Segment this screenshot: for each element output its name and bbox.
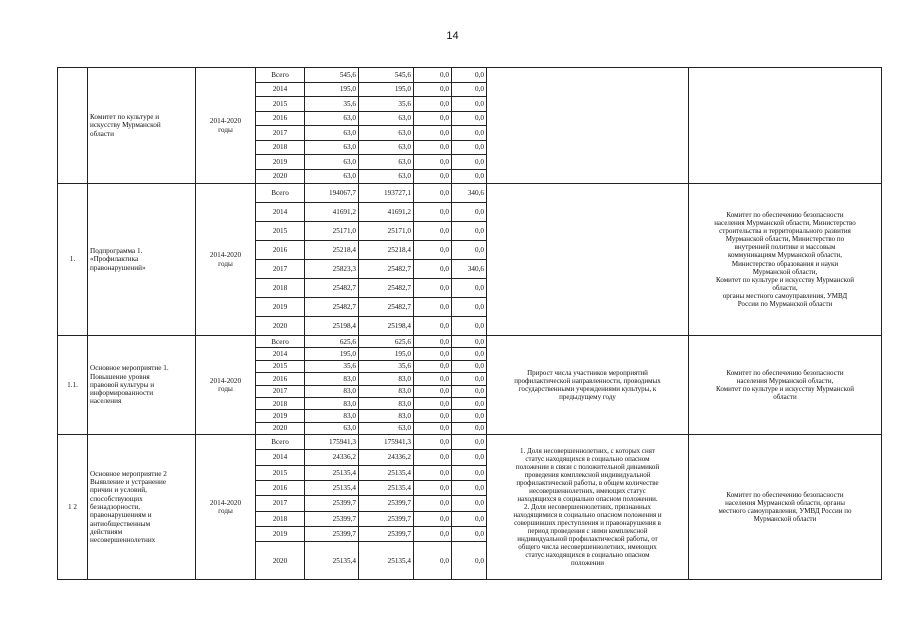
measure-name: Подпрограмма 1. «Профилактика правонарушений» [88,184,196,336]
local-cell: 0,0 [452,279,487,298]
total-cell: 35,6 [305,360,359,372]
total-cell: 63,0 [305,140,359,155]
indicator: Прирост числа участников мероприятий профилактической направленности, проводимых государственными учреждениями культуры, к предыдущему году [487,336,689,435]
federal-cell: 0,0 [414,435,452,450]
period: 2014-2020 годы [196,68,256,184]
local-cell: 0,0 [452,140,487,155]
regional-cell: 25135,4 [359,481,414,496]
federal-cell: 0,0 [414,397,452,409]
local-cell: 0,0 [452,336,487,348]
year-cell: 2015 [256,360,305,372]
federal-cell: 0,0 [414,260,452,279]
federal-cell: 0,0 [414,97,452,112]
local-cell: 0,0 [452,155,487,170]
federal-cell: 0,0 [414,542,452,580]
measure-name: Комитет по культуре и искусству Мурманской области [88,68,196,184]
indicator: 1. Доля несовершеннолетних, с которых снят статус находящихся в социально опасном положении в связи с положительной динамикой проведения комплексной индивидуальной профилактической работы, в общем количестве несовершеннолетних, имеющих статус находящихся в социально опасном положении. 2. Доля несовершеннолетних, признанных находящимися в социально опасном положения и совершивших преступления и правонарушения в период проведения с ними комплексной индивидуальной профилактической работы, от общего числа несовершеннолетних, имеющих статус находящихся в социально опасном положении [487,435,689,580]
table-row [58,336,882,348]
total-cell: 25135,4 [305,481,359,496]
year-cell: 2016 [256,373,305,385]
measure-name: Основное мероприятие 2 Выявление и устранение причин и условий, способствующих безнадзорности, правонарушениям и антиобщественным действиям несовершеннолетних [88,435,196,580]
total-cell: 83,0 [305,410,359,422]
regional-cell: 25198,4 [359,317,414,336]
measure-name: Основное мероприятие 1. Повышение уровня правовой культуры и информированности населения [88,336,196,435]
regional-cell: 83,0 [359,410,414,422]
federal-cell: 0,0 [414,140,452,155]
regional-cell: 63,0 [359,111,414,126]
total-cell: 63,0 [305,126,359,141]
regional-cell: 25171,0 [359,222,414,241]
local-cell: 0,0 [452,68,487,83]
local-cell: 0,0 [452,111,487,126]
regional-cell: 545,6 [359,68,414,83]
regional-cell: 35,6 [359,360,414,372]
total-cell: 25135,4 [305,542,359,580]
total-cell: 35,6 [305,97,359,112]
responsible: Комитет по обеспечению безопасности населения Мурманской области, Министерство строительства и территориального развития Мурманской области, Министерство по внутренней политике и массовым коммуникациям Мурманской области, Министерство образования и науки Мурманской области, Комитет по культуре и искусству Мурманской области, органы местного самоуправления, УМВД России по Мурманской области [689,184,882,336]
regional-cell: 195,0 [359,348,414,360]
responsible: Комитет по обеспечению безопасности населения Мурманской области, органы местного самоуправления, УМВД России по Мурманской области [689,435,882,580]
federal-cell: 0,0 [414,496,452,511]
year-cell: 2020 [256,422,305,434]
regional-cell: 25482,7 [359,260,414,279]
total-cell: 25198,4 [305,317,359,336]
indicator [487,184,689,336]
federal-cell: 0,0 [414,410,452,422]
regional-cell: 25218,4 [359,241,414,260]
total-cell: 63,0 [305,169,359,184]
total-cell: 25482,7 [305,298,359,317]
local-cell: 0,0 [452,526,487,541]
year-cell: 2019 [256,155,305,170]
total-cell: 545,6 [305,68,359,83]
regional-cell: 25482,7 [359,298,414,317]
year-cell: 2016 [256,241,305,260]
local-cell: 0,0 [452,435,487,450]
total-cell: 41691,2 [305,203,359,222]
regional-cell: 25482,7 [359,279,414,298]
local-cell: 0,0 [452,82,487,97]
regional-cell: 195,0 [359,82,414,97]
year-cell: 2014 [256,348,305,360]
total-cell: 25823,3 [305,260,359,279]
year-cell: 2019 [256,526,305,541]
row-index: 1 2 [58,435,88,580]
local-cell: 0,0 [452,385,487,397]
year-cell: Всего [256,336,305,348]
regional-cell: 25135,4 [359,465,414,480]
year-cell: 2018 [256,397,305,409]
federal-cell: 0,0 [414,169,452,184]
regional-cell: 625,6 [359,336,414,348]
federal-cell: 0,0 [414,126,452,141]
federal-cell: 0,0 [414,422,452,434]
total-cell: 63,0 [305,111,359,126]
year-cell: 2017 [256,385,305,397]
local-cell: 0,0 [452,222,487,241]
federal-cell: 0,0 [414,241,452,260]
regional-cell: 25135,4 [359,542,414,580]
federal-cell: 0,0 [414,203,452,222]
federal-cell: 0,0 [414,526,452,541]
year-cell: 2020 [256,169,305,184]
row-index: 1. [58,184,88,336]
regional-cell: 63,0 [359,169,414,184]
local-cell: 0,0 [452,542,487,580]
year-cell: 2019 [256,410,305,422]
federal-cell: 0,0 [414,336,452,348]
local-cell: 0,0 [452,169,487,184]
federal-cell: 0,0 [414,373,452,385]
local-cell: 0,0 [452,317,487,336]
local-cell: 0,0 [452,241,487,260]
total-cell: 63,0 [305,422,359,434]
period: 2014-2020 годы [196,435,256,580]
regional-cell: 83,0 [359,385,414,397]
local-cell: 340,6 [452,184,487,203]
total-cell: 625,6 [305,336,359,348]
total-cell: 25399,7 [305,526,359,541]
local-cell: 0,0 [452,348,487,360]
federal-cell: 0,0 [414,279,452,298]
local-cell: 0,0 [452,397,487,409]
table-row [58,68,882,83]
local-cell: 0,0 [452,496,487,511]
local-cell: 0,0 [452,481,487,496]
year-cell: 2015 [256,465,305,480]
year-cell: 2015 [256,222,305,241]
total-cell: 25399,7 [305,496,359,511]
year-cell: 2014 [256,450,305,465]
year-cell: 2017 [256,496,305,511]
federal-cell: 0,0 [414,385,452,397]
local-cell: 0,0 [452,450,487,465]
total-cell: 175941,3 [305,435,359,450]
regional-cell: 25399,7 [359,511,414,526]
regional-cell: 24336,2 [359,450,414,465]
federal-cell: 0,0 [414,68,452,83]
year-cell: 2017 [256,126,305,141]
local-cell: 0,0 [452,298,487,317]
federal-cell: 0,0 [414,481,452,496]
local-cell: 340,6 [452,260,487,279]
year-cell: 2018 [256,140,305,155]
total-cell: 63,0 [305,155,359,170]
table-row [58,435,882,450]
federal-cell: 0,0 [414,348,452,360]
regional-cell: 63,0 [359,140,414,155]
federal-cell: 0,0 [414,111,452,126]
regional-cell: 41691,2 [359,203,414,222]
total-cell: 195,0 [305,82,359,97]
total-cell: 25399,7 [305,511,359,526]
local-cell: 0,0 [452,126,487,141]
period: 2014-2020 годы [196,336,256,435]
indicator [487,68,689,184]
year-cell: 2016 [256,111,305,126]
total-cell: 83,0 [305,397,359,409]
year-cell: 2014 [256,203,305,222]
total-cell: 25171,0 [305,222,359,241]
year-cell: 2014 [256,82,305,97]
total-cell: 25135,4 [305,465,359,480]
regional-cell: 25399,7 [359,496,414,511]
year-cell: Всего [256,68,305,83]
local-cell: 0,0 [452,511,487,526]
federal-cell: 0,0 [414,298,452,317]
responsible: Комитет по обеспечению безопасности населения Мурманской области, Комитет по культуре и искусству Мурманской области [689,336,882,435]
federal-cell: 0,0 [414,465,452,480]
local-cell: 0,0 [452,465,487,480]
year-cell: 2018 [256,511,305,526]
year-cell: 2018 [256,279,305,298]
federal-cell: 0,0 [414,317,452,336]
year-cell: Всего [256,184,305,203]
regional-cell: 83,0 [359,373,414,385]
total-cell: 24336,2 [305,450,359,465]
federal-cell: 0,0 [414,184,452,203]
federal-cell: 0,0 [414,222,452,241]
program-table [57,67,882,580]
year-cell: 2020 [256,317,305,336]
total-cell: 83,0 [305,385,359,397]
local-cell: 0,0 [452,97,487,112]
page-number: 14 [446,30,459,42]
regional-cell: 193727,1 [359,184,414,203]
total-cell: 25218,4 [305,241,359,260]
year-cell: 2020 [256,542,305,580]
federal-cell: 0,0 [414,82,452,97]
row-index: 1.1. [58,336,88,435]
regional-cell: 63,0 [359,126,414,141]
regional-cell: 25399,7 [359,526,414,541]
year-cell: 2016 [256,481,305,496]
year-cell: 2017 [256,260,305,279]
table-row [58,184,882,203]
local-cell: 0,0 [452,410,487,422]
year-cell: Всего [256,435,305,450]
federal-cell: 0,0 [414,360,452,372]
regional-cell: 63,0 [359,155,414,170]
local-cell: 0,0 [452,360,487,372]
regional-cell: 35,6 [359,97,414,112]
year-cell: 2015 [256,97,305,112]
local-cell: 0,0 [452,373,487,385]
regional-cell: 63,0 [359,422,414,434]
total-cell: 83,0 [305,373,359,385]
federal-cell: 0,0 [414,155,452,170]
regional-cell: 83,0 [359,397,414,409]
total-cell: 25482,7 [305,279,359,298]
total-cell: 194067,7 [305,184,359,203]
federal-cell: 0,0 [414,450,452,465]
local-cell: 0,0 [452,422,487,434]
total-cell: 195,0 [305,348,359,360]
responsible [689,68,882,184]
federal-cell: 0,0 [414,511,452,526]
local-cell: 0,0 [452,203,487,222]
row-index [58,68,88,184]
year-cell: 2019 [256,298,305,317]
regional-cell: 175941,3 [359,435,414,450]
period: 2014-2020 годы [196,184,256,336]
